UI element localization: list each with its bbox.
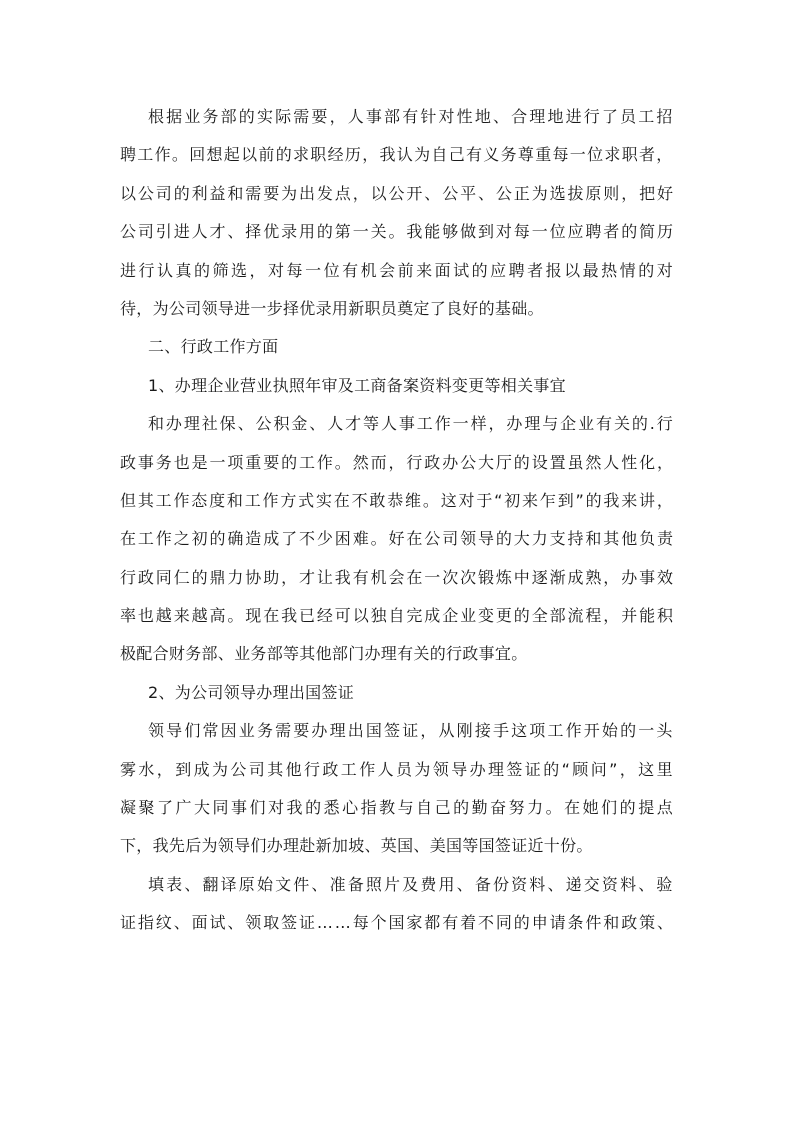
paragraph-line bbox=[120, 520, 673, 558]
paragraph-line bbox=[120, 136, 673, 174]
paragraph-line bbox=[120, 635, 673, 673]
line-text: 但其工作态度和工作方式实在不敢恭维。这对于“初来乍到”的我来讲， bbox=[120, 490, 675, 510]
paragraph-line bbox=[120, 751, 673, 789]
line-text: 公司引进人才、择优录用的第一关。我能够做到对每一位应聘者的简历 bbox=[120, 222, 675, 242]
paragraph-line bbox=[120, 482, 673, 520]
paragraph-line bbox=[120, 252, 676, 290]
line-text: 行政同仁的鼎力协助，才让我有机会在一次次锻炼中逐渐成熟，办事效 bbox=[120, 567, 675, 587]
section-heading bbox=[120, 328, 673, 366]
document-body bbox=[120, 98, 676, 943]
line-text: 证指纹、面试、领取签证……每个国家都有着不同的申请条件和政策、 bbox=[120, 913, 675, 933]
line-text: 聘工作。回想起以前的求职经历，我认为自己有义务尊重每一位求职者， bbox=[120, 145, 674, 165]
line-text: 领导们常因业务需要办理出国签证，从刚接手这项工作开始的一头 bbox=[148, 721, 675, 741]
line-text: 进行认真的筛选，对每一位有机会前来面试的应聘者报以最热情的对 bbox=[120, 260, 676, 280]
line-text: 根据业务部的实际需要，人事部有针对性地、合理地进行了员工招 bbox=[148, 107, 675, 126]
line-text: 极配合财务部、业务部等其他部门办理有关的行政事宜。 bbox=[120, 644, 528, 664]
line-text: 下，我先后为领导们办理赴新加坡、英国、美国等国签证近十份。 bbox=[120, 836, 593, 856]
subsection-heading bbox=[120, 674, 673, 712]
subsection-heading bbox=[120, 367, 673, 405]
line-text: 以公司的利益和需要为出发点，以公开、公平、公正为选拔原则，把好 bbox=[120, 183, 675, 203]
line-text: 在工作之初的确造成了不少困难。好在公司领导的大力支持和其他负责 bbox=[120, 529, 675, 549]
paragraph-line bbox=[120, 559, 673, 597]
paragraph-line bbox=[120, 904, 673, 942]
paragraph-line bbox=[120, 597, 673, 635]
paragraph-line bbox=[120, 213, 673, 251]
paragraph-line bbox=[120, 175, 673, 213]
line-text: 率也越来越高。现在我已经可以独自完成企业变更的全部流程，并能积 bbox=[120, 606, 675, 626]
line-text: 凝聚了广大同事们对我的悉心指教与自己的勤奋努力。在她们的提点 bbox=[120, 798, 676, 818]
paragraph-line bbox=[120, 712, 673, 750]
paragraph-line bbox=[120, 866, 673, 904]
heading-text: 1、办理企业营业执照年审及工商备案资料变更等相关事宜 bbox=[148, 375, 566, 395]
line-text: 雾水，到成为公司其他行政工作人员为领导办理签证的“顾问”，这里 bbox=[120, 759, 675, 779]
paragraph-line bbox=[120, 405, 673, 443]
paragraph-line bbox=[120, 98, 673, 136]
heading-text: 二、行政工作方面 bbox=[148, 337, 279, 357]
heading-text: 2、为公司领导办理出国签证 bbox=[148, 682, 355, 702]
line-text: 政事务也是一项重要的工作。然而，行政办公大厅的设置虽然人性化， bbox=[120, 452, 675, 472]
line-text: 和办理社保、公积金、人才等人事工作一样，办理与企业有关的.行 bbox=[148, 414, 675, 434]
paragraph-line bbox=[120, 789, 676, 827]
paragraph-line bbox=[120, 444, 673, 482]
line-text: 填表、翻译原始文件、准备照片及费用、备份资料、递交资料、验 bbox=[148, 874, 675, 894]
paragraph-line bbox=[120, 290, 673, 328]
paragraph-line bbox=[120, 827, 673, 865]
line-text: 待，为公司领导进一步择优录用新职员奠定了良好的基础。 bbox=[120, 298, 544, 318]
